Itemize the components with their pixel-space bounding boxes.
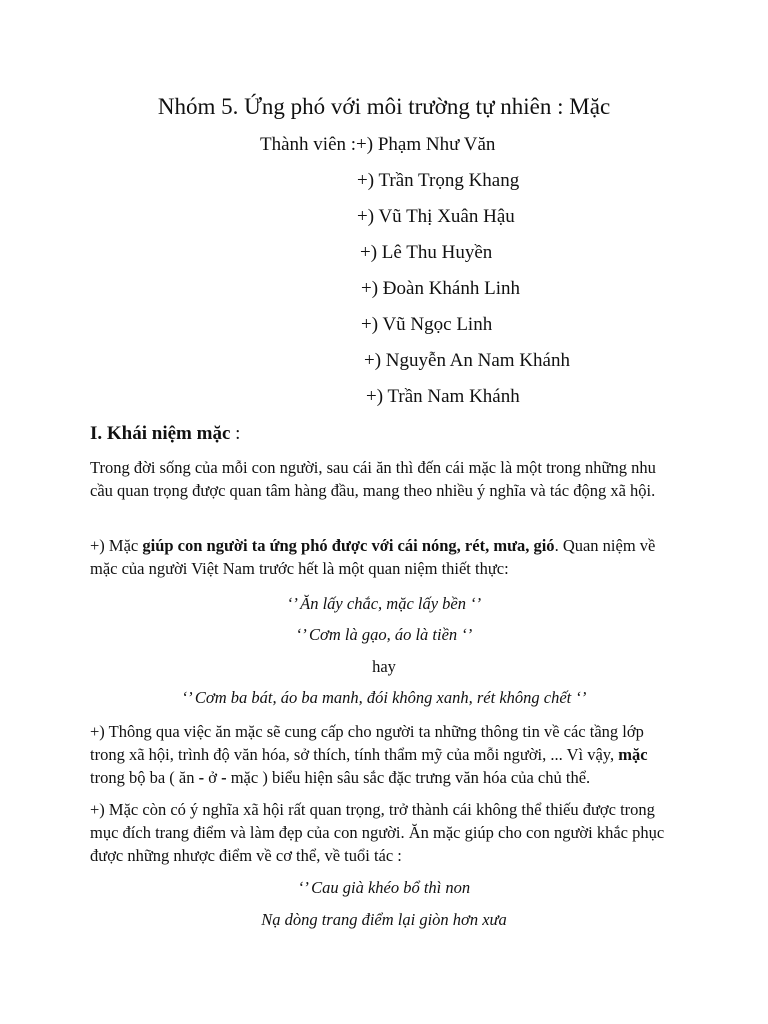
paragraph-text: mặc ) biểu hiện sâu sắc đặc trưng văn hóa của chủ thể. (226, 768, 591, 787)
paragraph-text: +) Mặc (90, 536, 143, 555)
member-item: +) Lê Thu Huyền (360, 242, 493, 263)
connector-text: hay (372, 657, 396, 676)
member-item: +) Trần Nam Khánh (366, 386, 520, 407)
page-title: Nhóm 5. Ứng phó với môi trường tự nhiên : Mặc (157, 94, 611, 119)
members-label: Thành viên : (260, 134, 357, 155)
paragraph-intro: Trong đời sống của mỗi con người, sau cái ăn thì đến cái mặc là một trong những nhu cầu quan trọng được quan tâm hàng đầu, mang theo nhiều ý nghĩa và tác động xã hội. (90, 458, 656, 500)
paragraph-text: trong bộ ba ( ăn (90, 768, 199, 787)
proverb-quote: ‘’ Cơm ba bát, áo ba manh, đói không xanh, rét không chết ‘’ (181, 688, 587, 707)
member-item: +) Vũ Ngọc Linh (361, 314, 493, 335)
dash-bold: - (221, 768, 227, 787)
paragraph-culture (90, 720, 680, 789)
member-item: +) Nguyễn An Nam Khánh (364, 350, 570, 371)
poem-line: ‘’ Cau già khéo bổ thì non (297, 878, 471, 897)
poem-line: Nạ dòng trang điểm lại giòn hơn xưa (261, 910, 507, 929)
paragraph-social: +) Mặc còn có ý nghĩa xã hội rất quan trọng, trở thành cái không thể thiếu được trong mục đích trang điểm và làm đẹp của con người. Ăn mặc giúp cho con người khắc phục được những nhược điểm về cơ thể, về tuổi tác : (90, 800, 665, 865)
section-heading (90, 422, 240, 446)
section-heading-colon: : (230, 423, 241, 444)
section-heading-bold: I. Khái niệm mặc (90, 423, 231, 444)
dash-bold: - (198, 768, 205, 787)
proverb-quote: ‘’ Cơm là gạo, áo là tiền ‘’ (295, 625, 473, 644)
member-item: +) Trần Trọng Khang (357, 170, 520, 191)
paragraph-bold-text: giúp con người ta ứng phó được với cái nóng, rét, mưa, gió (142, 536, 555, 555)
paragraph-text: +) Thông qua việc ăn mặc sẽ cung cấp cho người ta những thông tin về các tầng lớp trong xã hội, trình độ văn hóa, sở thích, tính thẩm mỹ của mỗi người, ... Vì vậy, (90, 722, 644, 764)
member-item: +) Phạm Như Văn (356, 134, 496, 155)
proverb-quote: ‘’ Ăn lấy chắc, mặc lấy bền ‘’ (286, 594, 482, 613)
member-item: +) Vũ Thị Xuân Hậu (357, 206, 515, 227)
paragraph-bold-text: mặc (618, 745, 648, 764)
members-line (260, 133, 495, 157)
paragraph-protection (90, 534, 680, 580)
member-item: +) Đoàn Khánh Linh (361, 278, 520, 299)
paragraph-text: . Quan niệm về mặc của người Việt Nam trước hết là một quan niệm thiết thực: (90, 536, 656, 578)
paragraph-text: ở (204, 768, 222, 787)
